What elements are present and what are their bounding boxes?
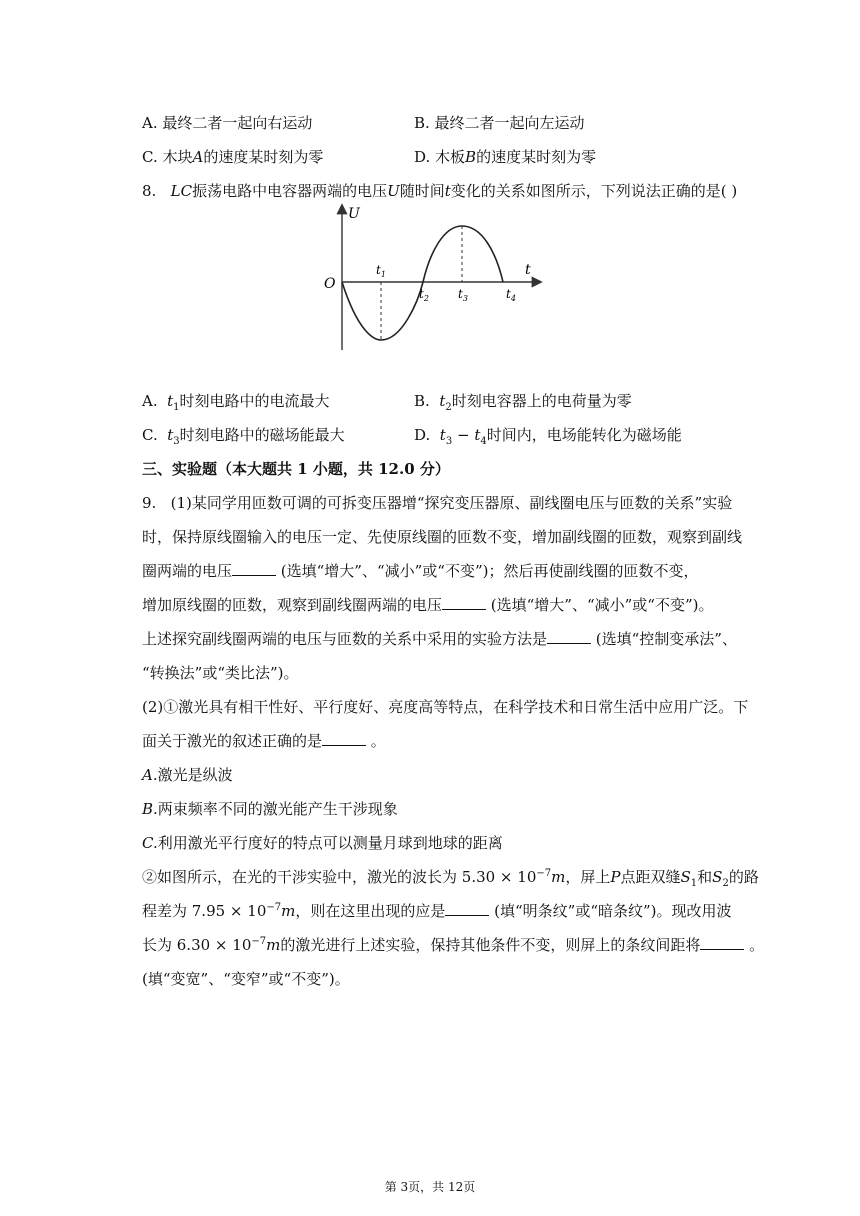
var: t	[439, 392, 446, 410]
text: 随时间	[399, 182, 445, 200]
q7-option-b: B. 最终二者一起向左运动	[414, 114, 585, 132]
q9-line-5	[142, 628, 737, 649]
text: −	[452, 426, 475, 444]
x-axis-label: t	[525, 262, 531, 278]
answer-blank[interactable]	[547, 629, 591, 644]
text: 长为 6.30 × 10	[142, 936, 252, 954]
text: ，屏上	[565, 868, 611, 886]
option-letter: C.	[142, 834, 158, 852]
q9-part3-line-1	[142, 866, 759, 889]
text: 利用激光平行度好的特点可以测量月球到地球的距离	[157, 834, 503, 852]
var: A	[192, 148, 204, 166]
text: (1)某同学用匝数可调的可拆变压器增“探究变压器原、副线圈电压与匝数的关系”实验	[170, 494, 733, 512]
text: D. 木板	[414, 148, 466, 166]
text: 的激光进行上述实验，保持其他条件不变，则屏上的条纹间距将	[280, 936, 701, 954]
q8-option-a: A. $t_1$时刻电路中的电流最大	[142, 392, 330, 413]
q7-option-c	[142, 146, 323, 167]
text: 时间内，电场能转化为磁场能	[486, 426, 682, 444]
sub: 3	[173, 436, 180, 447]
q8-option-d: D. $t_3 - t_4$时间内，电场能转化为磁场能	[414, 426, 682, 447]
origin-label: O	[324, 276, 336, 292]
text: 时刻电容器上的电荷量为零	[451, 392, 632, 410]
text: C. 木块	[142, 148, 193, 166]
var: t	[474, 426, 481, 444]
t4-label: $t_4$	[506, 287, 516, 303]
q9-option-a	[142, 764, 233, 785]
voltage-time-graph	[318, 202, 544, 352]
text: 的路	[728, 868, 759, 886]
q9-option-b	[142, 798, 398, 819]
text: 时刻电路中的电流最大	[179, 392, 330, 410]
var: S	[712, 868, 723, 886]
y-axis-label: U	[348, 206, 360, 222]
text: 圈两端的电压	[142, 562, 233, 580]
sub: 4	[480, 436, 487, 447]
question-number: 9.	[142, 494, 157, 512]
exponent: −7	[251, 936, 267, 947]
q9-option-c	[142, 832, 503, 853]
page-footer: 第 3页，共 12页	[384, 1180, 476, 1194]
text: (填“明条纹”或“暗条纹”)。现改用波	[489, 902, 732, 920]
section-heading: 三、实验题（本大题共 1 小题，共 12.0 分）	[142, 460, 450, 478]
q8-stem	[142, 180, 737, 201]
text: 振荡电路中电容器两端的电压	[192, 182, 388, 200]
text: 的速度某时刻为零	[476, 148, 597, 166]
var: t	[444, 182, 451, 200]
sub: 1	[173, 402, 180, 413]
var: t	[167, 392, 174, 410]
q9-part3-line-4: (填“变宽”、“变窄”或“不变”)。	[142, 970, 350, 988]
text: 变化的关系如图所示，下列说法正确的是( )	[450, 182, 738, 200]
voltage-curve	[342, 226, 503, 340]
text: (选填“增大”、“减小”或“不变”)；然后再使副线圈的匝数不变，	[276, 562, 699, 580]
var: t	[167, 426, 174, 444]
text: ②如图所示，在光的干涉实验中，激光的波长为 5.30 × 10	[142, 868, 537, 886]
t3-label: $t_3$	[458, 287, 468, 303]
text: 上述探究副线圈两端的电压与匝数的关系中采用的实验方法是	[142, 630, 548, 648]
text: 。	[744, 936, 765, 954]
answer-blank[interactable]	[700, 935, 744, 950]
q9-part2-line-2	[142, 730, 386, 751]
sub: 3	[445, 436, 453, 447]
var: S	[680, 868, 691, 886]
option-letter: B.	[142, 800, 158, 818]
answer-blank[interactable]	[232, 561, 276, 576]
q9-part3-line-2	[142, 900, 732, 921]
q9-line-4	[142, 594, 714, 615]
q9-line-2: 时，保持原线圈输入的电压一定、先使原线圈的匝数不变，增加副线圈的匝数，观察到副线	[142, 528, 743, 546]
text: 点距双缝	[620, 868, 681, 886]
answer-blank[interactable]	[442, 595, 486, 610]
exponent: −7	[266, 902, 282, 913]
text: 的速度某时刻为零	[203, 148, 324, 166]
exponent: −7	[536, 868, 552, 879]
q9-line-3	[142, 560, 699, 581]
q9-part2-line-1: (2)①激光具有相干性好、平行度好、亮度高等特点，在科学技术和日常生活中应用广泛。下	[142, 698, 749, 716]
q9-line-1	[142, 492, 732, 513]
unit: m	[266, 936, 281, 954]
q8-option-c: C. $t_3$时刻电路中的磁场能最大	[142, 426, 345, 447]
unit: m	[281, 902, 296, 920]
unit: m	[551, 868, 566, 886]
var: B	[465, 148, 477, 166]
question-number: 8.	[142, 182, 157, 200]
sub: 2	[722, 878, 729, 889]
answer-blank[interactable]	[445, 901, 489, 916]
text: 时刻电路中的磁场能最大	[179, 426, 345, 444]
var: LC	[170, 182, 193, 200]
t1-label: $t_1$	[376, 263, 386, 279]
text: 激光是纵波	[157, 766, 233, 784]
q8-option-b: B. $t_2$时刻电容器上的电荷量为零	[414, 392, 632, 413]
text: ，则在这里出现的应是	[295, 902, 446, 920]
sub: 1	[690, 878, 698, 889]
var: P	[610, 868, 621, 886]
option-letter: A.	[142, 766, 158, 784]
text: 和	[697, 868, 713, 886]
text: (选填“控制变承法”、	[591, 630, 737, 648]
q9-line-6: “转换法”或“类比法”)。	[142, 664, 299, 682]
text: 两束频率不同的激光能产生干涉现象	[157, 800, 398, 818]
q7-option-d	[414, 146, 596, 167]
answer-blank[interactable]	[322, 731, 366, 746]
var: t	[439, 426, 446, 444]
t2-label: $t_2$	[419, 287, 429, 303]
sub: 2	[445, 402, 452, 413]
text: (选填“增大”、“减小”或“不变”)。	[486, 596, 714, 614]
q9-part3-line-3	[142, 934, 764, 955]
text: 。	[366, 732, 386, 750]
text: 面关于激光的叙述正确的是	[142, 732, 323, 750]
var: U	[387, 182, 400, 200]
text: 程差为 7.95 × 10	[142, 902, 267, 920]
q7-option-a: A. 最终二者一起向右运动	[142, 114, 313, 132]
text: 增加原线圈的匝数，观察到副线圈两端的电压	[142, 596, 443, 614]
